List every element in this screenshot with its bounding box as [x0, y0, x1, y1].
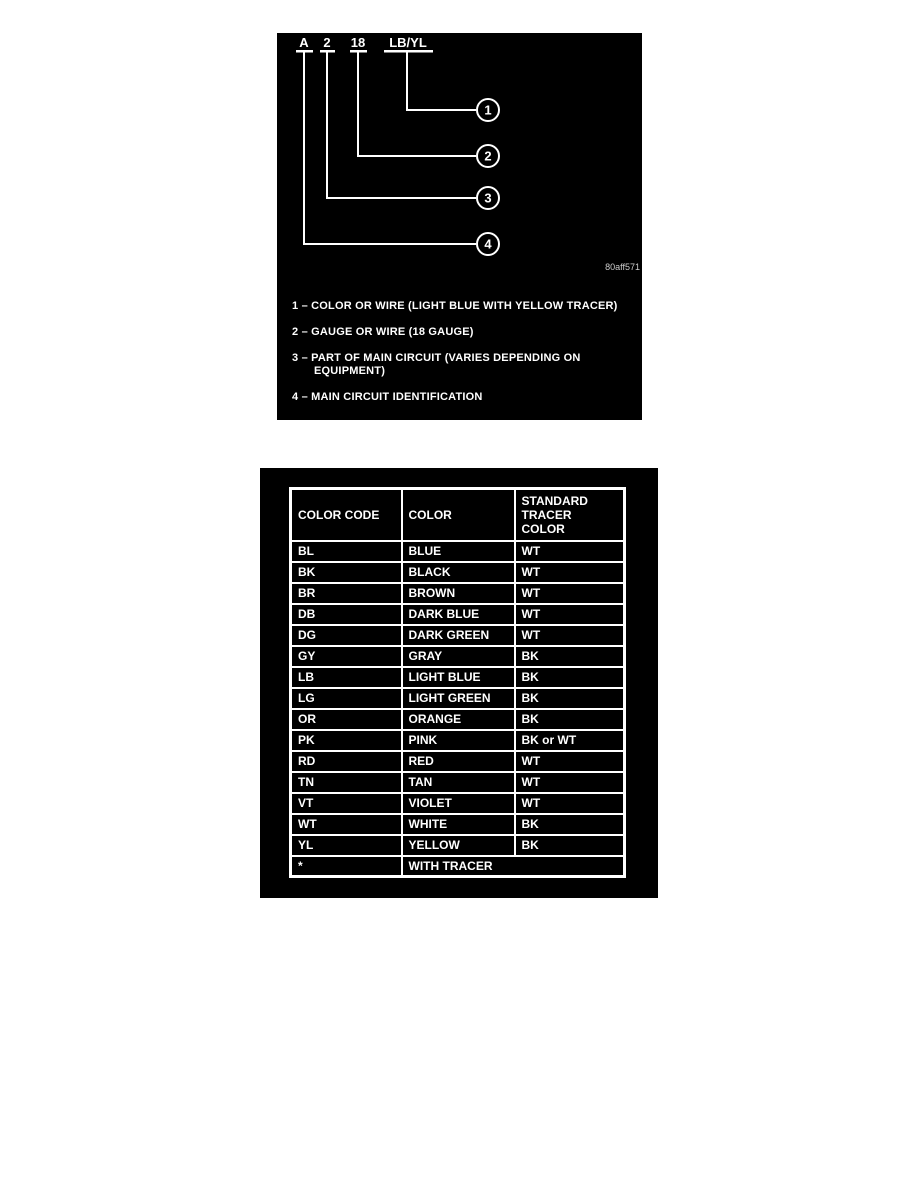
table-row	[291, 709, 625, 730]
tracer-cell: BK	[515, 646, 625, 667]
color-cell: YELLOW	[402, 835, 515, 856]
color-code-cell: WT	[291, 814, 402, 835]
color-cell: ORANGE	[402, 709, 515, 730]
table-row	[291, 772, 625, 793]
color-code-cell: TN	[291, 772, 402, 793]
table-row	[291, 604, 625, 625]
table-row	[291, 562, 625, 583]
figure-color-table-panel	[260, 468, 658, 898]
tracer-cell: WT	[515, 562, 625, 583]
circuit-part-label: 2	[323, 35, 331, 50]
color-cell: TAN	[402, 772, 515, 793]
col-header-color: COLOR	[402, 489, 515, 541]
table-row	[291, 646, 625, 667]
legend-line-1: 1 – COLOR OR WIRE (LIGHT BLUE WITH YELLOW TRACER)	[292, 300, 618, 312]
color-cell: VIOLET	[402, 793, 515, 814]
color-code-cell: PK	[291, 730, 402, 751]
color-cell: WHITE	[402, 814, 515, 835]
table-row	[291, 688, 625, 709]
table-row	[291, 751, 625, 772]
color-cell: RED	[402, 751, 515, 772]
color-code-cell: LB	[291, 667, 402, 688]
footer-label-cell: WITH TRACER	[402, 856, 625, 877]
tracer-cell: WT	[515, 625, 625, 646]
color-code-cell: LG	[291, 688, 402, 709]
table-row	[291, 667, 625, 688]
color-code-cell: YL	[291, 835, 402, 856]
wire-code-legend	[292, 300, 636, 417]
color-code-cell: BL	[291, 541, 402, 562]
color-cell: BROWN	[402, 583, 515, 604]
tracer-cell: BK	[515, 814, 625, 835]
color-code-table	[289, 487, 626, 878]
leader-lines	[304, 52, 476, 244]
color-cell: PINK	[402, 730, 515, 751]
tracer-cell: WT	[515, 751, 625, 772]
tracer-cell: BK	[515, 688, 625, 709]
callout-number-1: 1	[484, 102, 492, 118]
color-cell: DARK GREEN	[402, 625, 515, 646]
tracer-cell: WT	[515, 772, 625, 793]
col-header-tracer: STANDARD TRACER COLOR	[515, 489, 625, 541]
figure-wire-code-panel	[277, 33, 642, 420]
legend-line-4: 4 – MAIN CIRCUIT IDENTIFICATION	[292, 391, 483, 403]
color-code-cell: RD	[291, 751, 402, 772]
color-cell: GRAY	[402, 646, 515, 667]
tracer-cell: WT	[515, 604, 625, 625]
legend-line-3: 3 – PART OF MAIN CIRCUIT (VARIES DEPENDING ON	[292, 352, 581, 364]
col-header-color-code: COLOR CODE	[291, 489, 402, 541]
color-cell: LIGHT GREEN	[402, 688, 515, 709]
legend-line-2: 2 – GAUGE OR WIRE (18 GAUGE)	[292, 326, 474, 338]
callout-number-4: 4	[484, 236, 492, 252]
color-cell: DARK BLUE	[402, 604, 515, 625]
callout-number-3: 3	[484, 190, 492, 206]
color-cell: LIGHT BLUE	[402, 667, 515, 688]
footer-code-cell: *	[291, 856, 402, 877]
main-circuit-label: A	[299, 35, 309, 50]
table-row	[291, 541, 625, 562]
tracer-cell: BK	[515, 709, 625, 730]
table-row	[291, 835, 625, 856]
color-code-cell: DG	[291, 625, 402, 646]
color-code-cell: OR	[291, 709, 402, 730]
tracer-cell: BK	[515, 835, 625, 856]
table-row	[291, 814, 625, 835]
table-row	[291, 730, 625, 751]
table-row	[291, 625, 625, 646]
tracer-cell: WT	[515, 583, 625, 604]
footer-row	[291, 856, 625, 877]
table-row	[291, 793, 625, 814]
header-row	[291, 489, 625, 541]
callout-circles	[477, 99, 499, 255]
tracer-cell: WT	[515, 541, 625, 562]
color-cell: BLUE	[402, 541, 515, 562]
callout-number-2: 2	[484, 148, 492, 164]
legend-line-3-continued: EQUIPMENT)	[314, 365, 386, 377]
tracer-cell: BK or WT	[515, 730, 625, 751]
gauge-label: 18	[350, 35, 366, 50]
color-code-cell: BR	[291, 583, 402, 604]
figure-watermark: 80aff571	[605, 262, 640, 272]
tracer-cell: BK	[515, 667, 625, 688]
color-code-label: LB/YL	[389, 35, 427, 50]
color-code-cell: VT	[291, 793, 402, 814]
color-code-cell: DB	[291, 604, 402, 625]
color-code-cell: GY	[291, 646, 402, 667]
wire-code-diagram	[277, 33, 642, 283]
table-row	[291, 583, 625, 604]
tracer-cell: WT	[515, 793, 625, 814]
color-code-cell: BK	[291, 562, 402, 583]
color-cell: BLACK	[402, 562, 515, 583]
